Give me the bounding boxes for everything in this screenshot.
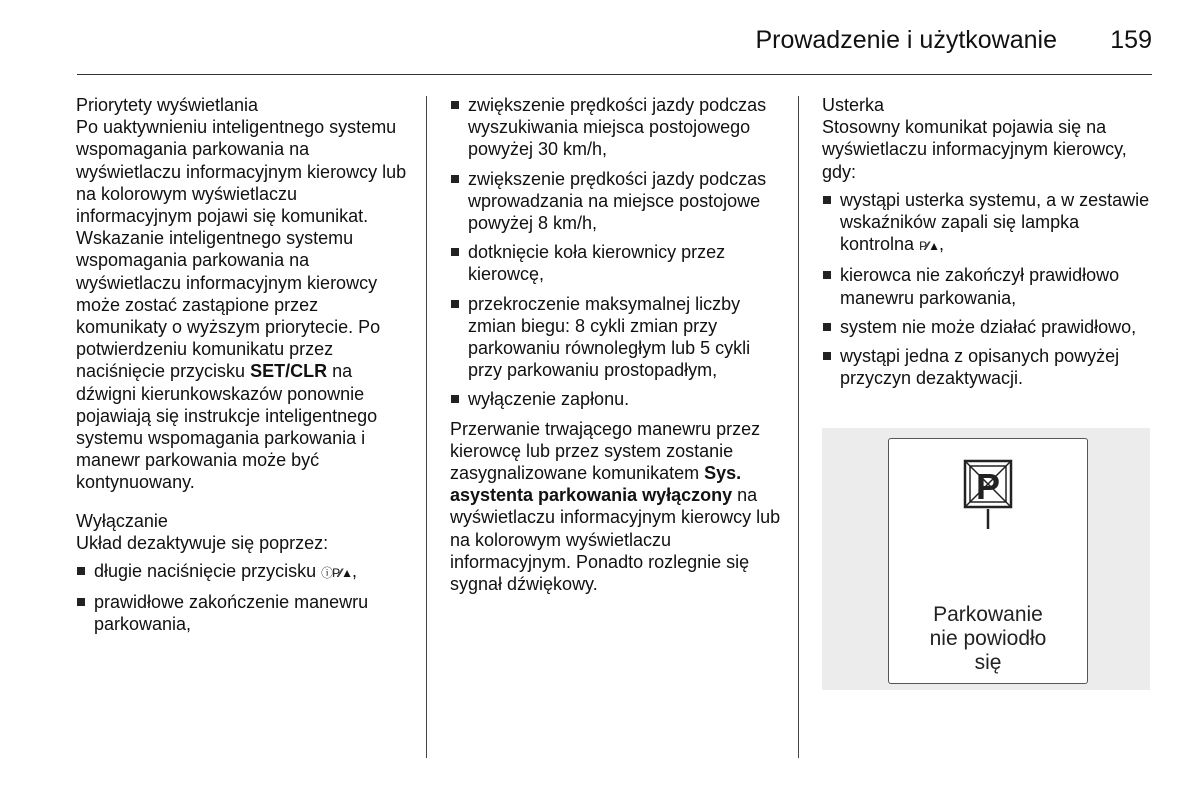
list-item: prawidłowe zakończenie manewru parkowania, <box>76 591 411 635</box>
list-item: dotknięcie koła kierownicy przez kierowcę, <box>450 241 785 285</box>
column-2 <box>450 94 785 595</box>
parking-crossed-icon <box>963 459 1013 549</box>
park-assist-lamp-icon: P⁄⁄▲ <box>919 239 939 254</box>
heading-display-priority: Priorytety wyświetlania <box>76 95 259 115</box>
list-item: zwiększenie prędkości jazdy podczas wprowadzania na miejsce postojowe powyżej 8 km/h, <box>450 168 785 235</box>
deactivation-list <box>76 560 411 636</box>
column-1 <box>76 94 411 643</box>
driver-info-display <box>888 438 1088 684</box>
list-item: wyłączenie zapłonu. <box>450 388 785 410</box>
column-divider <box>426 96 427 758</box>
display-message <box>889 603 1087 675</box>
display-line-3: się <box>974 651 1002 674</box>
list-item: system nie może działać prawidłowo, <box>822 316 1152 338</box>
header-title: Prowadzenie i użytkowanie <box>755 26 1057 54</box>
display-line-1: Parkowanie <box>933 603 1043 626</box>
page-number: 159 <box>1110 26 1152 54</box>
deactivation-conditions-list <box>450 94 785 411</box>
park-assist-button-icon: ⓘP⁄⁄▲ <box>321 566 352 581</box>
fault-list <box>822 189 1152 390</box>
paragraph-display-priority: Po uaktywnieniu inteligentnego systemu wspomagania parkowania na wyświetlaczu informacyjnym kierowcy lub na kolorowym wyświetlaczu informacyjnym pojawi się komunikat. Wskazanie inteligentnego systemu wspomagania parkowania na wyświetlaczu informacyjnym kierowcy może zostać zastąpione przez komunikaty o wyższym priorytecie. Po potwierdzeniu komunikatu przez naciśnięcie przycisku SET/CLR na dźwigni kierunkowskazów ponownie pojawiają się instrukcje inteligentnego systemu wspomagania parkowania i manewr parkowania może być kontynuowany. <box>76 117 407 493</box>
display-line-2: nie powiodło <box>929 627 1047 650</box>
parking-letter: P <box>975 466 1001 507</box>
column-divider <box>798 96 799 758</box>
page-header <box>77 24 1152 75</box>
display-illustration <box>822 428 1150 690</box>
paragraph-fault: Stosowny komunikat pojawia się na wyświetlaczu informacyjnym kierowcy, gdy: <box>822 117 1127 182</box>
column-3 <box>822 94 1152 396</box>
list-item: kierowca nie zakończył prawidłowo manewru parkowania, <box>822 264 1152 308</box>
list-item: wystąpi usterka systemu, a w zestawie wskaźników zapali się lampka kontrolna P⁄⁄▲, <box>822 189 1152 258</box>
set-clr-label: SET/CLR <box>250 361 328 382</box>
paragraph-interruption: Przerwanie trwającego manewru przez kierowcę lub przez system zostanie zasygnalizowane komunikatem Sys. asystenta parkowania wyłączony na wyświetlaczu informacyjnym kierowcy lub na kolorowym wyświetlaczu informacyjnym. Ponadto rozlegnie się sygnał dźwiękowy. <box>450 418 781 595</box>
system-message-label: Sys. asystenta parkowania wyłączony <box>450 463 742 506</box>
heading-deactivation: Wyłączanie <box>76 510 168 531</box>
list-item: wystąpi jedna z opisanych powyżej przyczyn dezaktywacji. <box>822 345 1152 389</box>
list-item: długie naciśnięcie przycisku ⓘP⁄⁄▲, <box>76 560 411 584</box>
list-item: przekroczenie maksymalnej liczby zmian biegu: 8 cykli zmian przy parkowaniu równoległym lub 5 cykli przy parkowaniu prostopadłym, <box>450 293 785 382</box>
list-item: zwiększenie prędkości jazdy podczas wyszukiwania miejsca postojowego powyżej 30 km/h, <box>450 94 785 161</box>
heading-fault: Usterka <box>822 95 885 115</box>
paragraph-deactivation: Układ dezaktywuje się poprzez: <box>76 532 329 553</box>
